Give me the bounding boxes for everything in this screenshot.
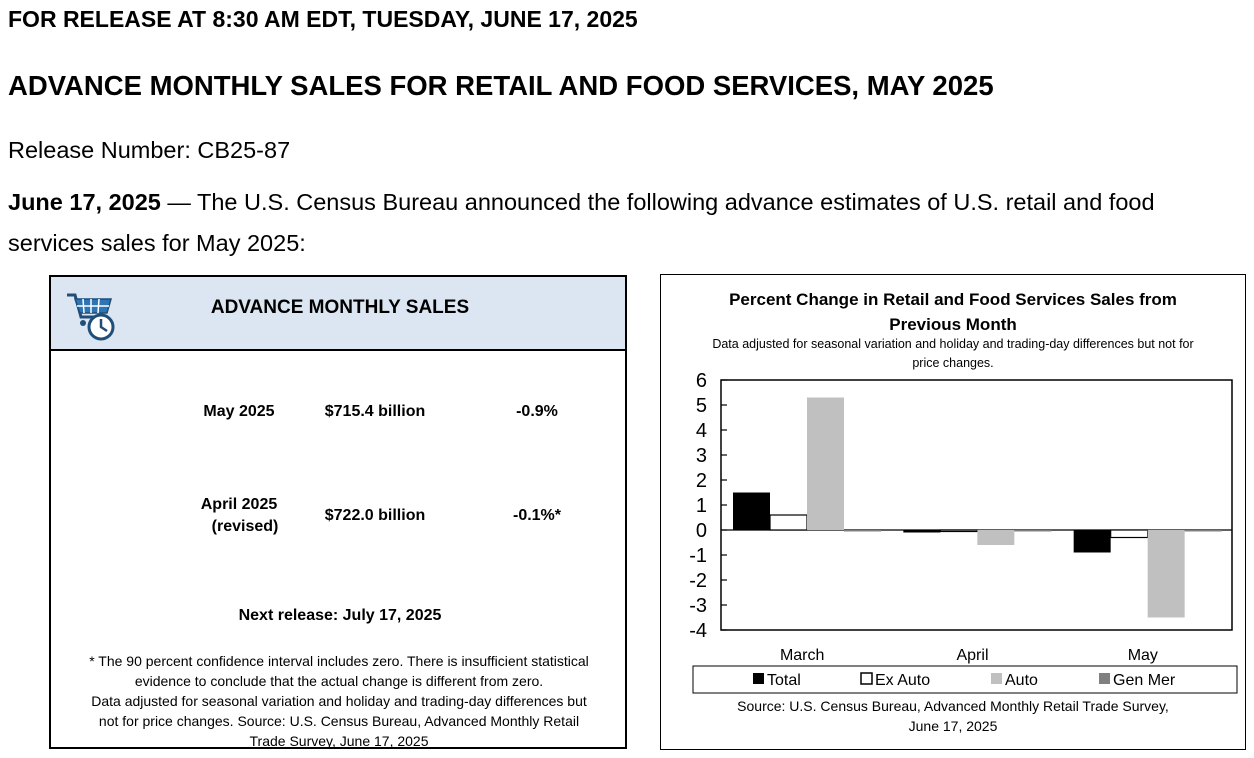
bar-ex-auto-march	[770, 515, 807, 530]
legend-label-auto: Auto	[1005, 672, 1038, 689]
y-tick-label: -2	[689, 570, 707, 592]
chart-plot	[661, 275, 1247, 695]
bar-total-april	[903, 530, 940, 533]
release-number: Release Number: CB25-87	[8, 137, 291, 163]
bar-ex-auto-may	[1111, 530, 1148, 538]
bar-auto-may	[1148, 530, 1185, 618]
chart-subtitle-line: price changes.	[912, 356, 994, 370]
row-may-label: May 2025	[203, 403, 275, 420]
y-tick-label: -4	[689, 620, 707, 642]
intro-date: June 17, 2025	[8, 189, 161, 215]
footnote-line: evidence to conclude that the actual change is different from zero.	[134, 673, 544, 689]
row-april-value: $722.0 billion	[324, 507, 426, 524]
x-tick-label: April	[956, 647, 989, 664]
y-tick-label: -3	[689, 595, 707, 617]
chart-source-line: Source: U.S. Census Bureau, Advanced Monthly Retail Trade Survey,	[737, 698, 1169, 714]
chart-source	[661, 696, 1245, 736]
intro-text: — The U.S. Census Bureau announced the following advance estimates of U.S. retail and food services sales for May 2025:	[8, 189, 1155, 256]
row-may-value: $715.4 billion	[324, 403, 426, 420]
bar-auto-april	[977, 530, 1014, 545]
legend-label-ex-auto: Ex Auto	[875, 672, 931, 689]
summary-box-title: ADVANCE MONTHLY SALES	[210, 297, 470, 318]
row-april-change: -0.1%*	[512, 507, 562, 524]
y-tick-label: 3	[695, 445, 707, 467]
legend-swatch-gen-mer	[1099, 673, 1110, 684]
y-tick-label: 5	[695, 395, 707, 417]
x-tick-label: May	[1127, 647, 1158, 664]
footnote-line: not for price changes. Source: U.S. Census Bureau, Advanced Monthly Retail	[98, 713, 580, 729]
bar-auto-march	[807, 398, 844, 531]
legend-swatch-ex-auto	[861, 673, 872, 684]
y-tick-label: 2	[695, 470, 707, 492]
summary-box-header	[51, 277, 625, 351]
row-may-change: -0.9%	[516, 403, 558, 420]
y-tick-label: -1	[689, 545, 707, 567]
legend-swatch-total	[753, 673, 764, 684]
bar-gen-mer-march	[844, 530, 881, 532]
next-release: Next release: July 17, 2025	[238, 607, 442, 624]
legend-label-total: Total	[767, 672, 801, 689]
row-april-label-revised: (revised)	[211, 518, 279, 535]
y-tick-label: 6	[695, 370, 707, 392]
bar-total-march	[733, 493, 770, 531]
footnote-line: Data adjusted for seasonal variation and holiday and trading-day differences but	[91, 693, 587, 709]
bar-gen-mer-april	[1014, 530, 1051, 532]
intro-paragraph	[8, 182, 1228, 264]
y-tick-label: 1	[695, 495, 707, 517]
chart-title-line: Previous Month	[889, 315, 1017, 334]
bar-total-may	[1074, 530, 1111, 553]
footnote-line: Trade Survey, June 17, 2025	[249, 733, 429, 749]
row-april-label: April 2025	[200, 496, 278, 513]
page-title: ADVANCE MONTHLY SALES FOR RETAIL AND FOOD SERVICES, MAY 2025	[8, 70, 994, 101]
y-tick-label: 4	[695, 420, 707, 442]
chart-subtitle-line: Data adjusted for seasonal variation and holiday and trading-day differences but not for	[712, 337, 1194, 351]
chart-title-line: Percent Change in Retail and Food Services Sales from	[729, 290, 1177, 309]
chart-source-line: June 17, 2025	[908, 718, 998, 734]
release-line: FOR RELEASE AT 8:30 AM EDT, TUESDAY, JUNE 17, 2025	[8, 6, 638, 32]
legend-label-gen-mer: Gen Mer	[1113, 672, 1176, 689]
x-tick-label: March	[779, 647, 825, 664]
summary-box	[49, 275, 627, 749]
bar-ex-auto-april	[940, 530, 977, 532]
bar-gen-mer-may	[1185, 530, 1222, 532]
legend-swatch-auto	[991, 673, 1002, 684]
footnote-line: * The 90 percent confidence interval includes zero. There is insufficient statistical	[89, 653, 589, 669]
y-tick-label: 0	[695, 520, 707, 542]
chart-box	[660, 274, 1246, 750]
